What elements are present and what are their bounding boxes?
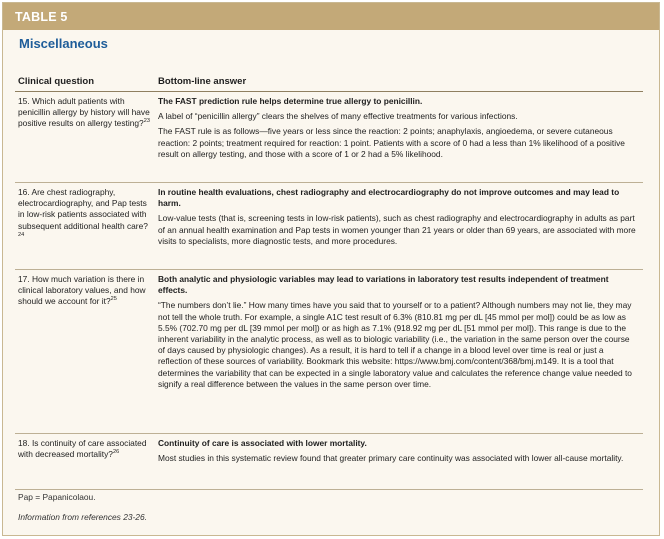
- abbreviation-footnote: Pap = Papanicolaou.: [18, 492, 96, 502]
- table-row: [15, 434, 643, 490]
- clinical-question: 17. How much variation is there in clinical laboratory values, and how should we account for it?$^{25}$: [18, 274, 146, 307]
- evidence-table: [15, 72, 643, 490]
- bottom-line-summary: Both analytic and physiologic variables may lead to variations in laboratory test results independent of treatment effects.: [158, 274, 609, 296]
- bottom-line-answer: [158, 92, 643, 182]
- table-column-headers: [15, 72, 643, 92]
- column-header-answer: Bottom-line answer: [158, 76, 247, 87]
- table-header-bar: [3, 3, 659, 30]
- clinical-question: 18. Is continuity of care associated with decreased mortality?$^{26}$: [18, 438, 147, 460]
- bottom-line-summary: The FAST prediction rule helps determine true allergy to penicillin.: [158, 96, 423, 106]
- table-label: TABLE 5: [15, 9, 68, 24]
- bottom-line-answer: [158, 270, 643, 433]
- answer-paragraph: A label of “penicillin allergy” clears the shelves of many effective treatments for various infections.: [158, 111, 518, 122]
- answer-paragraph: Most studies in this systematic review found that greater primary care continuity was associated with lower all-cause mortality.: [158, 453, 624, 464]
- table-row: [15, 92, 643, 183]
- bottom-line-answer: [158, 434, 643, 489]
- bottom-line-answer: [158, 183, 643, 269]
- reference-number: 23: [143, 118, 150, 125]
- answer-paragraph: “The numbers don’t lie.” How many times have you said that to yourself or to a patient? Although numbers may not lie, they may not tell the whole truth. For example, a single A1C test result of 6.3% (810.81 mg per dL [45 mmol per mol]) could be as low as 5.5% (702.70 mg per dL [39 mmol per mol]) or as high as 7.1% (918.92 mg per dL [51 mmol per mol]). This range is due to the inherent variability in the analytic process, as well as to biologic variability (i.e., the variation in the same person over the course of days caused by physiologic changes). As a result, it is hard to tell if a change in a blood level over time is real or just a reflection of these sources of variability. Bookmark this website: https://www.bmj.com/content/368/bmj.m149. It is a tool that determines the variability that can be expected in a single laboratory value and calculates the reference change value needed to signify a real difference between the values in the same person over time.: [158, 300, 632, 389]
- clinical-question: 16. Are chest radiography, electrocardiography, and Pap tests in low-risk patients associated with subsequent additional health care?$^{24}$: [18, 187, 148, 239]
- table-row: [15, 270, 643, 434]
- answer-paragraph: Low-value tests (that is, screening tests in low-risk patients), such as chest radiography and electrocardiography in adults as part of an annual health examination and Pap tests in women younger than 21 years or older than 69 years, are associated with more visits to specialists, more diagnostic tests, and more procedures.: [158, 213, 636, 246]
- reference-number: 24: [18, 232, 25, 239]
- section-title: Miscellaneous: [19, 36, 108, 51]
- answer-paragraph: The FAST rule is as follows—five years or less since the reaction: 2 points; anaphylaxis, angioedema, or severe cutaneous reaction: 2 points; treatment required for reaction: 1 point. Patients with a score of 0 had a less than 1% likelihood of a positive result on allergy testing, and those with a score of 1 or 2 had a 5% likelihood.: [158, 126, 625, 159]
- reference-number: 26: [112, 449, 120, 456]
- table-row: [15, 183, 643, 270]
- bottom-line-summary: Continuity of care is associated with lower mortality.: [158, 438, 367, 448]
- source-footnote: Information from references 23-26.: [18, 512, 147, 522]
- reference-number: 25: [110, 296, 117, 303]
- bottom-line-summary: In routine health evaluations, chest radiography and electrocardiography do not improve outcomes and may lead to harm.: [158, 187, 620, 209]
- clinical-question: 15. Which adult patients with penicillin allergy by history will have positive results on allergy testing?$^{23}$: [18, 96, 150, 129]
- column-header-question: Clinical question: [18, 76, 95, 87]
